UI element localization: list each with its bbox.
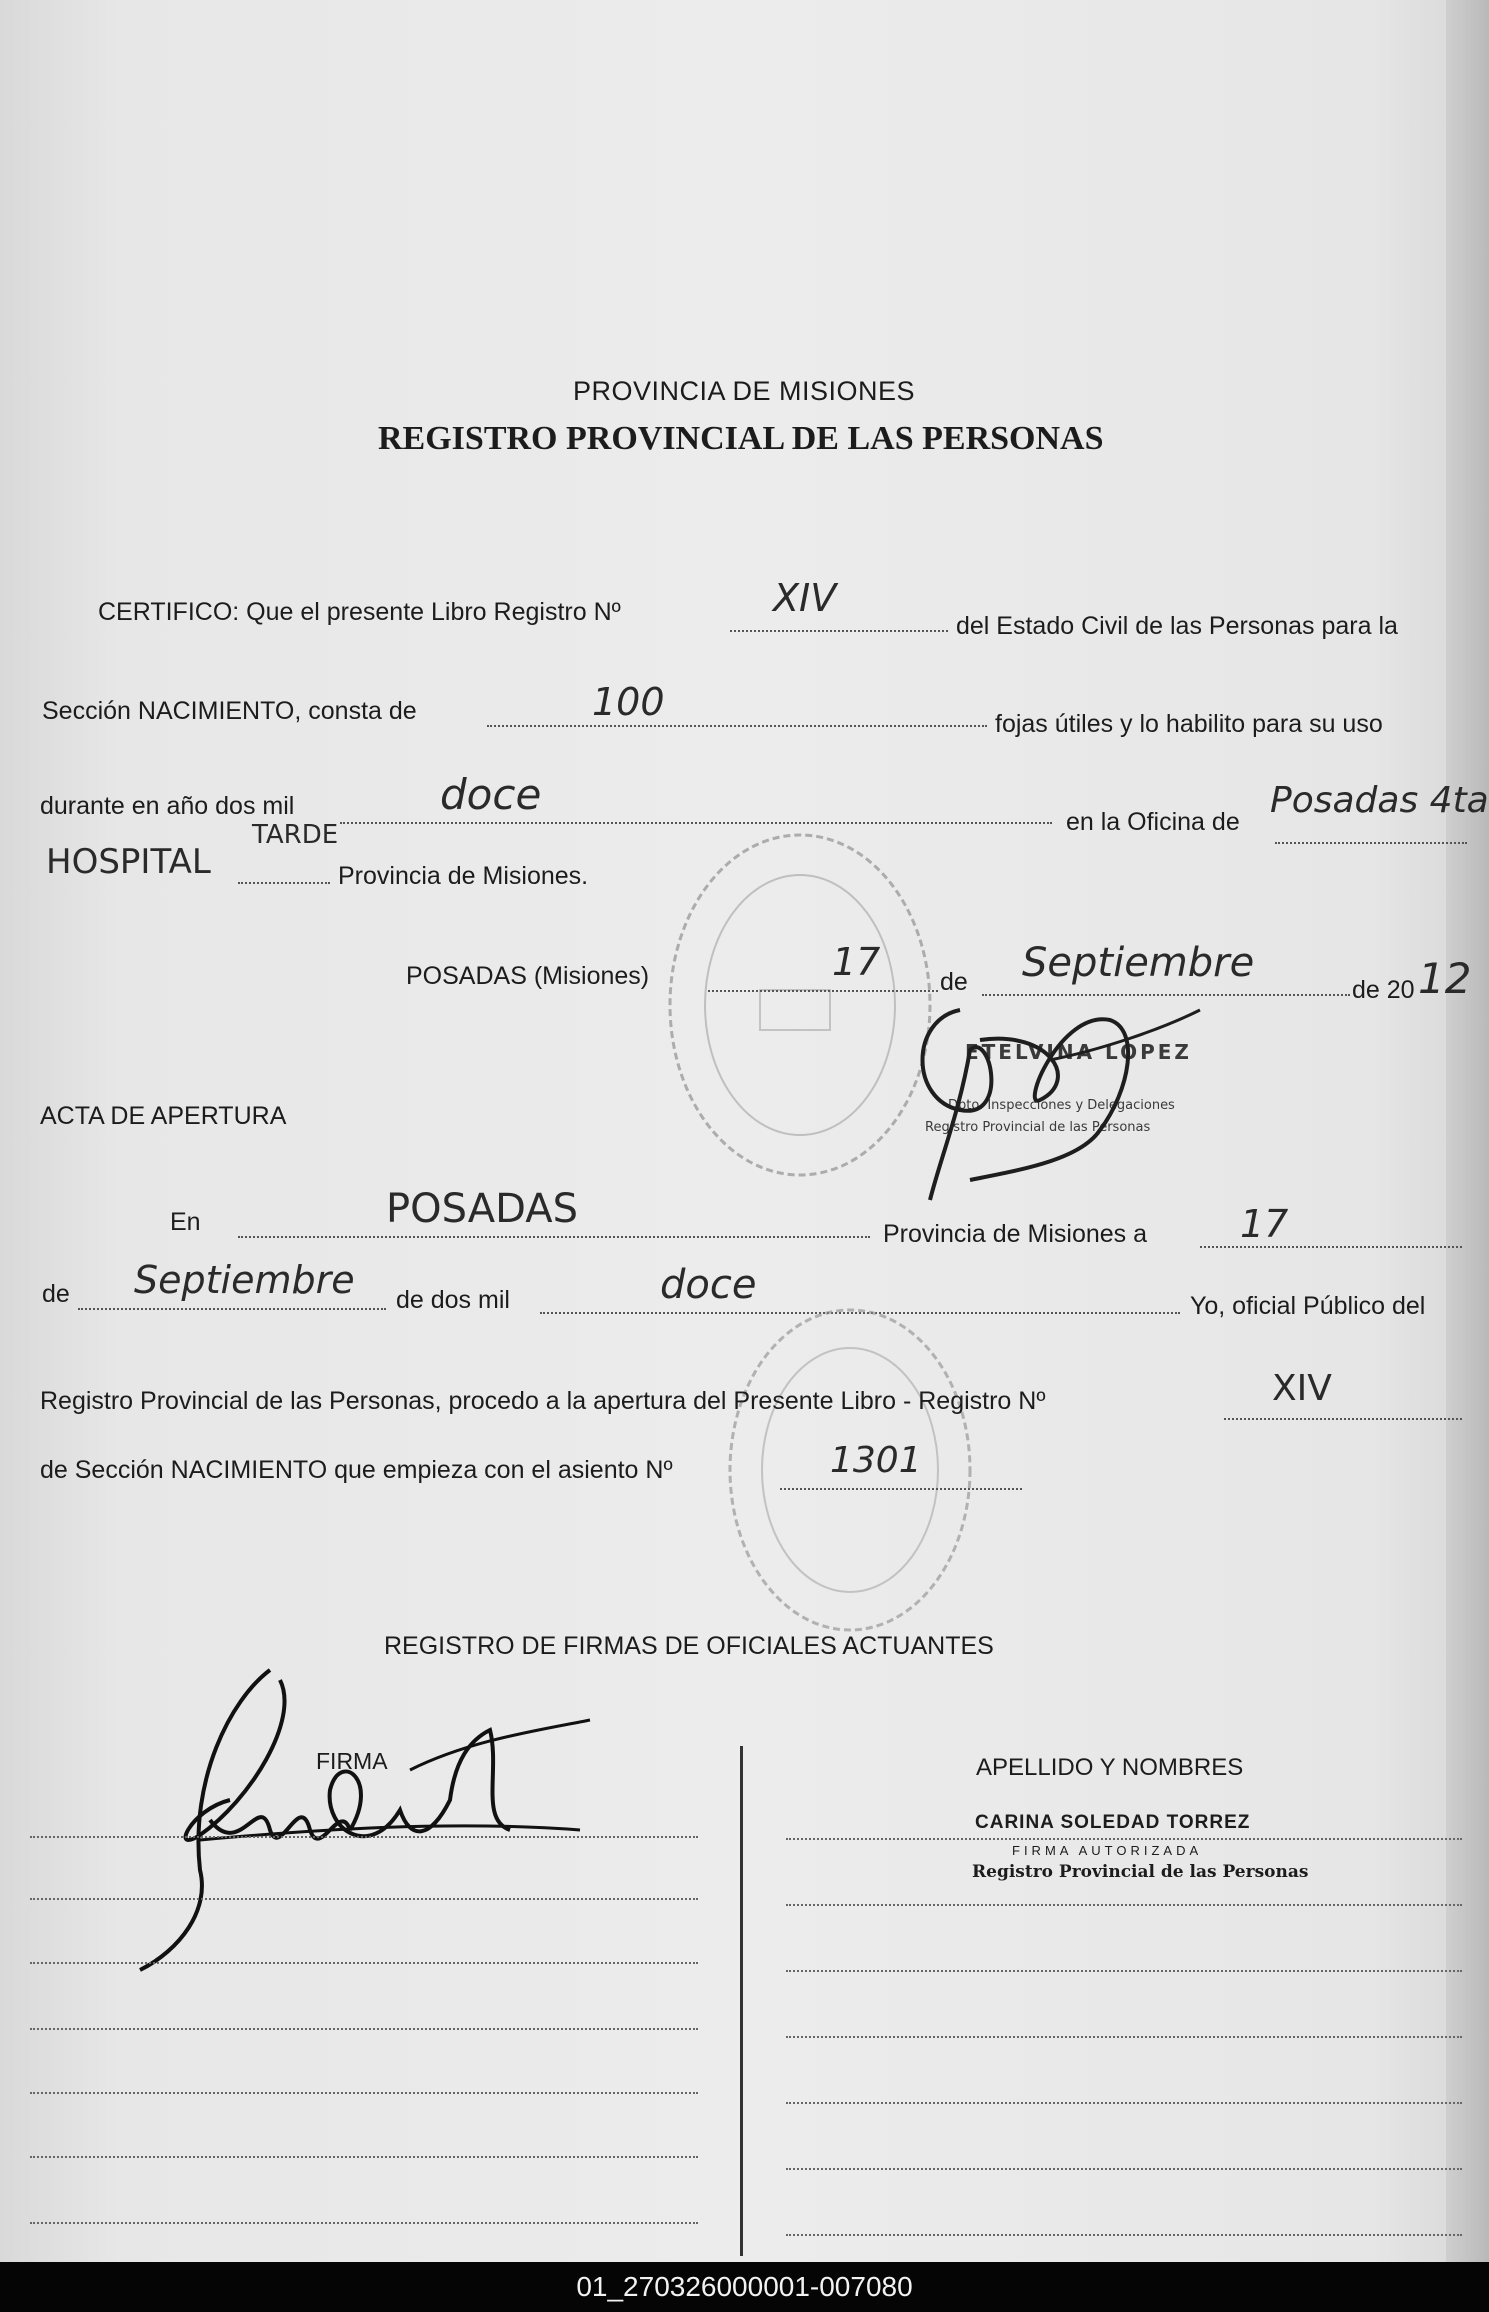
official-seal-stamp (660, 820, 940, 1190)
firmas-title: REGISTRO DE FIRMAS DE OFICIALES ACTUANTES (384, 1632, 994, 1660)
nombres-row-line (786, 1838, 1462, 1840)
firma-row-line (30, 2028, 698, 2030)
year-words-handwritten: doce (440, 770, 542, 819)
nombres-row-line (786, 2102, 1462, 2104)
certifico-line2-prefix: Sección NACIMIENTO, consta de (42, 697, 417, 725)
year-digits-handwritten: 12 (1418, 954, 1472, 1003)
office-shift-handwritten: TARDE (252, 820, 339, 850)
entry-number-handwritten: 1301 (830, 1440, 922, 1481)
book-number-dots (730, 630, 948, 632)
acta-year-handwritten: doce (660, 1262, 757, 1308)
certifico-line3-suffix: en la Oficina de (1066, 808, 1240, 836)
certifico-line2-suffix: fojas útiles y lo habilito para su uso (995, 710, 1383, 738)
certifico-line1-prefix: CERTIFICO: Que el presente Libro Registro Nº (98, 598, 621, 626)
day-handwritten: 17 (832, 940, 881, 984)
document-code-footer: 01_270326000001-007080 (0, 2262, 1489, 2312)
nombres-row-line (786, 1904, 1462, 1906)
official-office: Registro Provincial de las Personas (972, 1862, 1309, 1882)
stamp-role1: Dpto. Inspecciones y Delegaciones (948, 1098, 1175, 1113)
acta-book-dots (1224, 1418, 1462, 1420)
signature-1 (900, 990, 1230, 1210)
firma-row-line (30, 2092, 698, 2094)
certifico-line4-suffix: Provincia de Misiones. (338, 862, 589, 890)
acta-book-number-handwritten: XIV (1272, 1368, 1332, 1409)
nombres-row-line (786, 1970, 1462, 1972)
province-a-label: Provincia de Misiones a (883, 1220, 1148, 1248)
official-name: CARINA SOLEDAD TORREZ (975, 1812, 1251, 1833)
firma-row-line (30, 1962, 698, 1964)
pages-dots (487, 725, 987, 727)
acta-day-handwritten: 17 (1240, 1202, 1289, 1246)
entry-number-dots (780, 1488, 1022, 1490)
registry-heading: REGISTRO PROVINCIAL DE LAS PERSONAS (378, 420, 1104, 457)
nombres-row-line (786, 2168, 1462, 2170)
year-dots (340, 822, 1052, 824)
firma-row-line (30, 1836, 698, 1838)
stamp-role2: Registro Provincial de las Personas (925, 1120, 1151, 1135)
nombres-row-line (786, 2036, 1462, 2038)
acta-day-dots (1200, 1246, 1462, 1248)
acta-month-handwritten: Septiembre (134, 1258, 355, 1302)
nombres-row-line (786, 2234, 1462, 2236)
page-edge-shadow (1446, 0, 1489, 2262)
firma-row-line (30, 1898, 698, 1900)
column-divider (740, 1746, 743, 2256)
acta-de-label: de (42, 1280, 70, 1308)
book-number-handwritten: XIV (773, 576, 837, 620)
stamp-name: ETELVINA LOPEZ (965, 1040, 1192, 1064)
certifico-line1-suffix: del Estado Civil de las Personas para la (956, 612, 1398, 640)
acta-line4: de Sección NACIMIENTO que empieza con el asiento Nº (40, 1456, 673, 1484)
office-line2-handwritten: HOSPITAL (46, 842, 211, 882)
city-dots (238, 1236, 870, 1238)
en-label: En (170, 1208, 201, 1236)
city-handwritten: POSADAS (386, 1186, 578, 1232)
certifico-line3-prefix: durante en año dos mil (40, 792, 295, 820)
acta-line3: Registro Provincial de las Personas, procedo a la apertura del Presente Libro - Registro Nº (40, 1387, 1046, 1415)
de-label-1: de (940, 968, 968, 996)
acta-month-dots (78, 1308, 386, 1310)
place-date-prefix: POSADAS (Misiones) (406, 962, 650, 990)
dos-mil-label: de dos mil (396, 1286, 510, 1314)
pages-handwritten: 100 (592, 680, 665, 724)
province-heading: PROVINCIA DE MISIONES (573, 376, 916, 406)
office-dots (1275, 842, 1467, 844)
nombres-column-label: APELLIDO Y NOMBRES (976, 1754, 1244, 1781)
signature-2 (110, 1660, 600, 1980)
de-20-label: de 20 (1352, 976, 1415, 1004)
office-line2-dots (238, 882, 330, 884)
firma-row-line (30, 2156, 698, 2158)
yo-label: Yo, oficial Público del (1190, 1292, 1426, 1320)
firma-column-label: FIRMA (316, 1748, 388, 1774)
month-handwritten: Septiembre (1022, 940, 1255, 986)
official-role: FIRMA AUTORIZADA (1012, 1843, 1203, 1858)
firma-row-line (30, 2222, 698, 2224)
office-handwritten: Posadas 4ta (1270, 780, 1489, 821)
acta-title: ACTA DE APERTURA (40, 1102, 287, 1130)
